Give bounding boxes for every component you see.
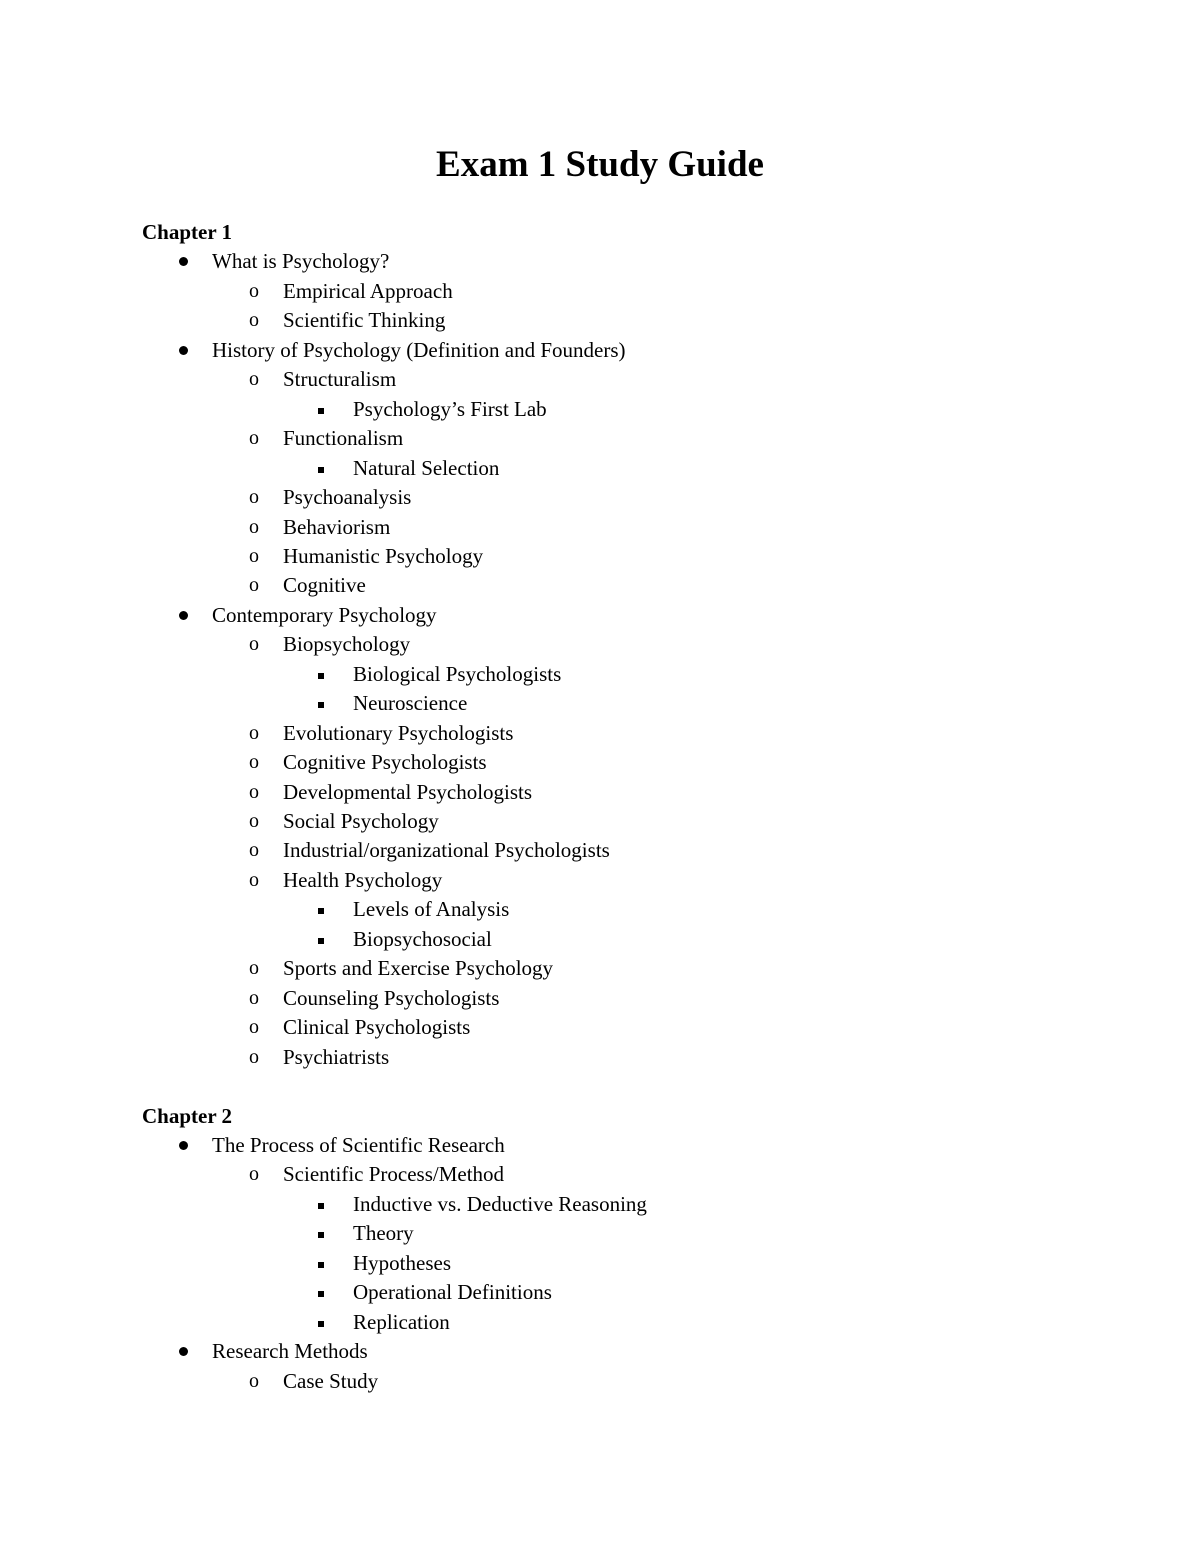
- hollow-o-bullet-icon: o: [249, 486, 259, 509]
- document-title: Exam 1 Study Guide: [436, 144, 764, 185]
- hollow-o-bullet-icon: o: [249, 1045, 259, 1068]
- list-item-text: Psychoanalysis: [283, 485, 412, 510]
- list-item-text: Research Methods: [212, 1339, 368, 1364]
- hollow-o-bullet-icon: o: [249, 839, 259, 862]
- list-item-text: Psychiatrists: [283, 1044, 390, 1069]
- hollow-o-bullet-icon: o: [249, 368, 259, 391]
- list-item-text: Social Psychology: [283, 809, 439, 833]
- list-item-text: Industrial/organizational Psychologists: [283, 838, 610, 863]
- chapter-heading: Chapter 1: [142, 220, 233, 244]
- list-item-text: Theory: [353, 1221, 414, 1246]
- hollow-o-bullet-icon: o: [249, 1163, 259, 1186]
- hollow-o-bullet-icon: o: [249, 721, 259, 744]
- hollow-o-bullet-icon: o: [249, 868, 259, 891]
- hollow-o-bullet-icon: o: [249, 515, 259, 538]
- list-item-text: Cognitive Psychologists: [283, 750, 487, 775]
- list-item-text: Behaviorism: [283, 514, 391, 539]
- list-item-text: Structuralism: [283, 367, 397, 392]
- hollow-o-bullet-icon: o: [249, 1369, 259, 1392]
- list-item-text: The Process of Scientific Research: [212, 1132, 505, 1157]
- list-item-text: Cognitive: [283, 573, 366, 598]
- hollow-o-bullet-icon: o: [249, 1016, 259, 1039]
- list-item-text: Inductive vs. Deductive Reasoning: [353, 1191, 647, 1216]
- list-item-text: Biological Psychologists: [353, 661, 562, 686]
- hollow-o-bullet-icon: o: [249, 574, 259, 597]
- list-item-text: Biopsychology: [283, 632, 411, 657]
- list-item-text: Operational Definitions: [353, 1280, 552, 1305]
- hollow-o-bullet-icon: o: [249, 751, 259, 774]
- hollow-o-bullet-icon: o: [249, 279, 259, 302]
- list-item-text: History of Psychology (Definition and Founders): [212, 337, 626, 362]
- hollow-o-bullet-icon: o: [249, 427, 259, 450]
- hollow-o-bullet-icon: o: [249, 780, 259, 803]
- list-item-text: Functionalism: [283, 426, 404, 451]
- list-item-text: Levels of Analysis: [353, 897, 510, 922]
- list-item-text: Neuroscience: [353, 691, 468, 716]
- hollow-o-bullet-icon: o: [249, 633, 259, 656]
- list-item-text: Humanistic Psychology: [283, 543, 484, 568]
- list-item-text: Clinical Psychologists: [283, 1015, 471, 1040]
- list-item-text: What is Psychology?: [212, 249, 390, 274]
- list-item-text: Hypotheses: [353, 1250, 451, 1275]
- list-item-text: Evolutionary Psychologists: [283, 720, 514, 745]
- hollow-o-bullet-icon: o: [249, 957, 259, 980]
- list-item-text: Counseling Psychologists: [283, 985, 500, 1010]
- hollow-o-bullet-icon: o: [249, 544, 259, 567]
- hollow-o-bullet-icon: o: [249, 309, 259, 332]
- list-item-text: Psychology’s First Lab: [353, 396, 547, 421]
- list-item-text: Scientific Process/Method: [283, 1162, 505, 1187]
- list-item-text: Empirical Approach: [283, 278, 453, 303]
- list-item-text: Health Psychology: [283, 867, 443, 892]
- list-item-text: Case Study: [283, 1368, 379, 1393]
- list-item-text: Scientific Thinking: [283, 308, 446, 333]
- list-item-text: Replication: [353, 1309, 450, 1334]
- list-item-text: Natural Selection: [353, 455, 500, 480]
- list-item-text: Developmental Psychologists: [283, 779, 533, 804]
- hollow-o-bullet-icon: o: [249, 810, 259, 832]
- chapter-heading: Chapter 2: [142, 1103, 233, 1128]
- list-item-text: Biopsychosocial: [353, 926, 492, 951]
- list-item-text: Sports and Exercise Psychology: [283, 956, 554, 981]
- hollow-o-bullet-icon: o: [249, 986, 259, 1009]
- list-item-text: Contemporary Psychology: [212, 602, 437, 627]
